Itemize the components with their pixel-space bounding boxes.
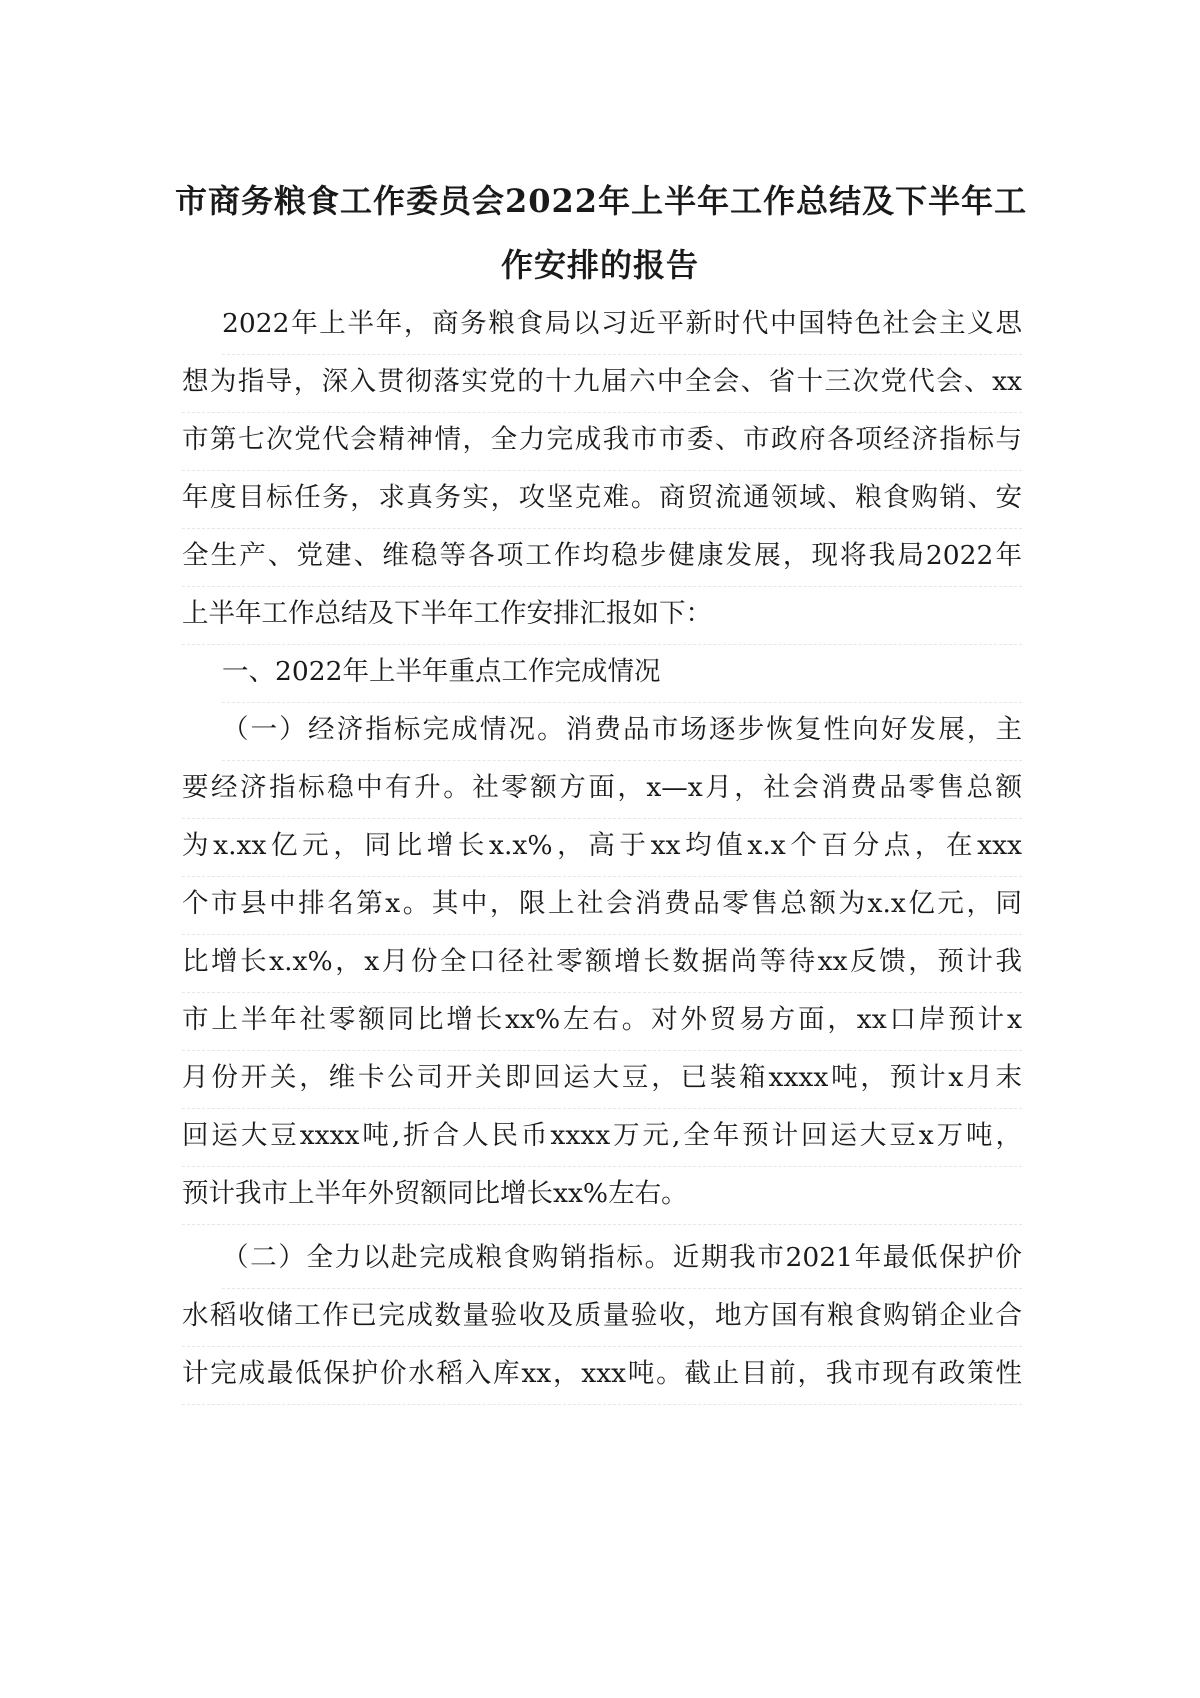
paragraph-line: 全生产、党建、维稳等各项工作均稳步健康发展，现将我局2022年 <box>182 538 1022 574</box>
paragraph-line: 水稻收储工作已完成数量验收及质量验收，地方国有粮食购销企业合 <box>182 1298 1022 1334</box>
paragraph-line: 月份开关，维卡公司开关即回运大豆，已装箱xxxx吨，预计x月末 <box>182 1060 1022 1096</box>
paragraph-line: （二）全力以赴完成粮食购销指标。近期我市2021年最低保护价 <box>222 1240 1022 1276</box>
paragraph-line: 年度目标任务，求真务实，攻坚克难。商贸流通领域、粮食购销、安 <box>182 480 1022 516</box>
document-title-line-2: 作安排的报告 <box>500 246 699 284</box>
paragraph-line: 比增长x.x%，x月份全口径社零额增长数据尚等待xx反馈，预计我 <box>182 944 1022 980</box>
document-title-line-1: 市商务粮食工作委员会2022年上半年工作总结及下半年工 <box>175 182 1028 220</box>
paragraph-line: 2022年上半年，商务粮食局以习近平新时代中国特色社会主义思 <box>222 306 1022 342</box>
paragraph-line: 为x.xx亿元，同比增长x.x%，高于xx均值x.x个百分点，在xxx <box>182 828 1022 864</box>
paragraph-line: 想为指导，深入贯彻落实党的十九届六中全会、省十三次党代会、xx <box>182 364 1022 400</box>
paragraph-line: （一）经济指标完成情况。消费品市场逐步恢复性向好发展，主 <box>222 712 1022 748</box>
paragraph-line: 个市县中排名第x。其中，限上社会消费品零售总额为x.x亿元，同 <box>182 886 1022 922</box>
paragraph-line: 计完成最低保护价水稻入库xx，xxx吨。截止目前，我市现有政策性 <box>182 1356 1022 1392</box>
paragraph-line: 要经济指标稳中有升。社零额方面，x—x月，社会消费品零售总额 <box>182 770 1022 806</box>
paragraph-line: 市第七次党代会精神情，全力完成我市市委、市政府各项经济指标与 <box>182 422 1022 458</box>
section-heading: 一、2022年上半年重点工作完成情况 <box>222 654 1022 690</box>
paragraph-line: 预计我市上半年外贸额同比增长xx%左右。 <box>182 1176 1022 1212</box>
paragraph-line: 回运大豆xxxx吨,折合人民币xxxx万元,全年预计回运大豆x万吨， <box>182 1118 1022 1154</box>
paragraph-line: 市上半年社零额同比增长xx%左右。对外贸易方面，xx口岸预计x <box>182 1002 1022 1038</box>
paragraph-line: 上半年工作总结及下半年工作安排汇报如下： <box>182 596 1022 632</box>
